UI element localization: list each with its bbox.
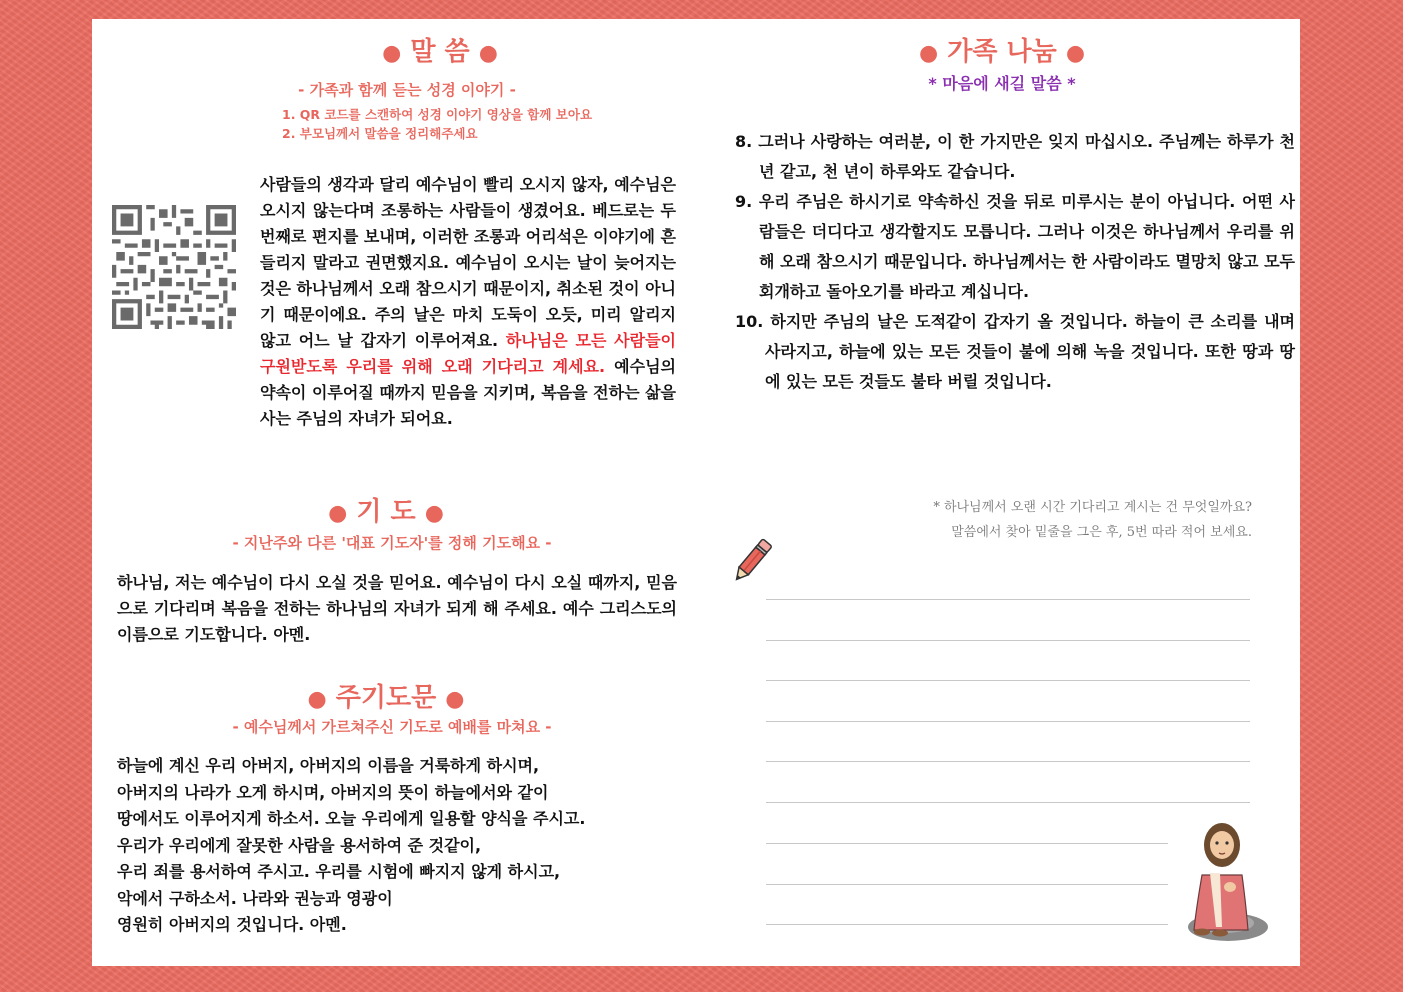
pencil-icon — [726, 535, 778, 587]
step-2: 2. 부모님께서 말씀을 정리해주세요 — [282, 126, 478, 141]
prayer-subtitle: - 지난주와 다른 '대표 기도자'를 정해 기도해요 - — [232, 534, 552, 552]
lords-prayer-subtitle: - 예수님께서 가르쳐주신 기도로 예배를 마쳐요 - — [232, 718, 552, 736]
lords-prayer-line: 땅에서도 이루어지게 하소서. 오늘 우리에게 일용할 양식을 주시고. — [117, 809, 586, 828]
verse-9: 9. 우리 주님은 하시기로 약속하신 것을 뒤로 미루시는 분이 아닙니다. 어떤 사람들은 더디다고 생각할지도 모릅니다. 그러나 이것은 하나님께서 우리를 위해 오래 참으시기 때문입니다. 하나님께서는 한 사람이라도 멸망치 않고 모두 회개하고 돌아오기를 바라고 계십니다. — [735, 192, 1295, 301]
jesus-illustration — [1176, 815, 1276, 945]
lords-prayer-line: 하늘에 계신 우리 아버지, 아버지의 이름을 거룩하게 하시며, — [117, 756, 540, 775]
family-subtitle: * 마음에 새길 말씀 * — [928, 74, 1076, 93]
writing-line[interactable] — [766, 640, 1250, 641]
writing-line[interactable] — [766, 802, 1250, 803]
verses — [735, 127, 1295, 397]
word-story — [260, 172, 676, 432]
prayer-section-title: ● 기 도 ● — [328, 497, 444, 527]
step-1: 1. QR 코드를 스캔하여 성경 이야기 영상을 함께 보아요 — [282, 107, 593, 122]
lords-prayer-line: 우리 죄를 용서하여 주시고. 우리를 시험에 빠지지 않게 하시고, — [117, 862, 561, 881]
lords-prayer-line: 영원히 아버지의 것입니다. 아멘. — [117, 915, 347, 934]
writing-line[interactable] — [766, 843, 1168, 844]
writing-line[interactable] — [766, 884, 1168, 885]
bulletin-page — [92, 19, 1300, 966]
reflection-question — [933, 495, 1252, 545]
lords-prayer-title: ● 주기도문 ● — [307, 683, 465, 713]
lords-prayer-line: 아버지의 나라가 오게 하시며, 아버지의 뜻이 하늘에서와 같이 — [117, 782, 549, 802]
word-section-title: ● 말 씀 ● — [382, 37, 498, 67]
writing-line[interactable] — [766, 761, 1250, 762]
family-section-title: ● 가족 나눔 ● — [918, 37, 1086, 67]
story-part-1: 사람들의 생각과 달리 예수님이 빨리 오시지 않자, 예수님은 오시지 않는다며 조롱하는 사람들이 생겼어요. 베드로는 두 번째로 편지를 보내며, 이러한 조롱과 어리석은 이야기에 흔들리지 말라고 권면했지요. 예수님이 오시는 날이 늦어지는 것은 하나님께서 오래 참으시기 때문이지, 취소된 것이 아니기 때문이에요. 주의 날은 마치 도둑이 오듯, 미리 알리지 않고 어느 날 갑자기 이루어져요. — [260, 175, 677, 350]
lords-prayer-text — [117, 753, 585, 939]
verse-10: 10. 하지만 주님의 날은 도적같이 갑자기 올 것입니다. 하늘이 큰 소리를 내며 사라지고, 하늘에 있는 모든 것들이 불에 의해 녹을 것입니다. 또한 땅과 땅에 있는 모든 것들도 불타 버릴 것입니다. — [735, 312, 1295, 391]
lords-prayer-line: 악에서 구하소서. 나라와 권능과 영광이 — [117, 888, 393, 908]
lords-prayer-line: 우리가 우리에게 잘못한 사람을 용서하여 준 것같이, — [117, 835, 482, 855]
writing-line[interactable] — [766, 680, 1250, 681]
word-subtitle: - 가족과 함께 듣는 성경 이야기 - — [298, 81, 516, 99]
story-part-2: 예수님의 약속이 이루어질 때까지 믿음을 지키며, 복음을 전하는 삶을 사는 주님의 자녀가 되어요. — [260, 357, 677, 428]
word-steps — [282, 105, 592, 143]
question-line-2: 말씀에서 찾아 밑줄을 그은 후, 5번 따라 적어 보세요. — [951, 525, 1252, 540]
writing-line[interactable] — [766, 721, 1250, 722]
qr-code-icon — [112, 205, 236, 329]
writing-line[interactable] — [766, 599, 1250, 600]
question-line-1: * 하나님께서 오랜 시간 기다리고 계시는 건 무엇일까요? — [933, 500, 1252, 515]
verse-8: 8. 그러나 사랑하는 여러분, 이 한 가지만은 잊지 마십시오. 주님께는 하루가 천 년 같고, 천 년이 하루와도 같습니다. — [735, 132, 1295, 181]
writing-line[interactable] — [766, 924, 1168, 925]
story-highlight: 하나님은 모든 사람들이 구원받도록 우리를 위해 오래 기다리고 계세요. — [260, 331, 677, 376]
prayer-text: 하나님, 저는 예수님이 다시 오실 것을 믿어요. 예수님이 다시 오실 때까지, 믿음으로 기다리며 복음을 전하는 하나님의 자녀가 되게 해 주세요. 예수 그리스도의 이름으로 기도합니다. 아멘. — [117, 573, 677, 644]
